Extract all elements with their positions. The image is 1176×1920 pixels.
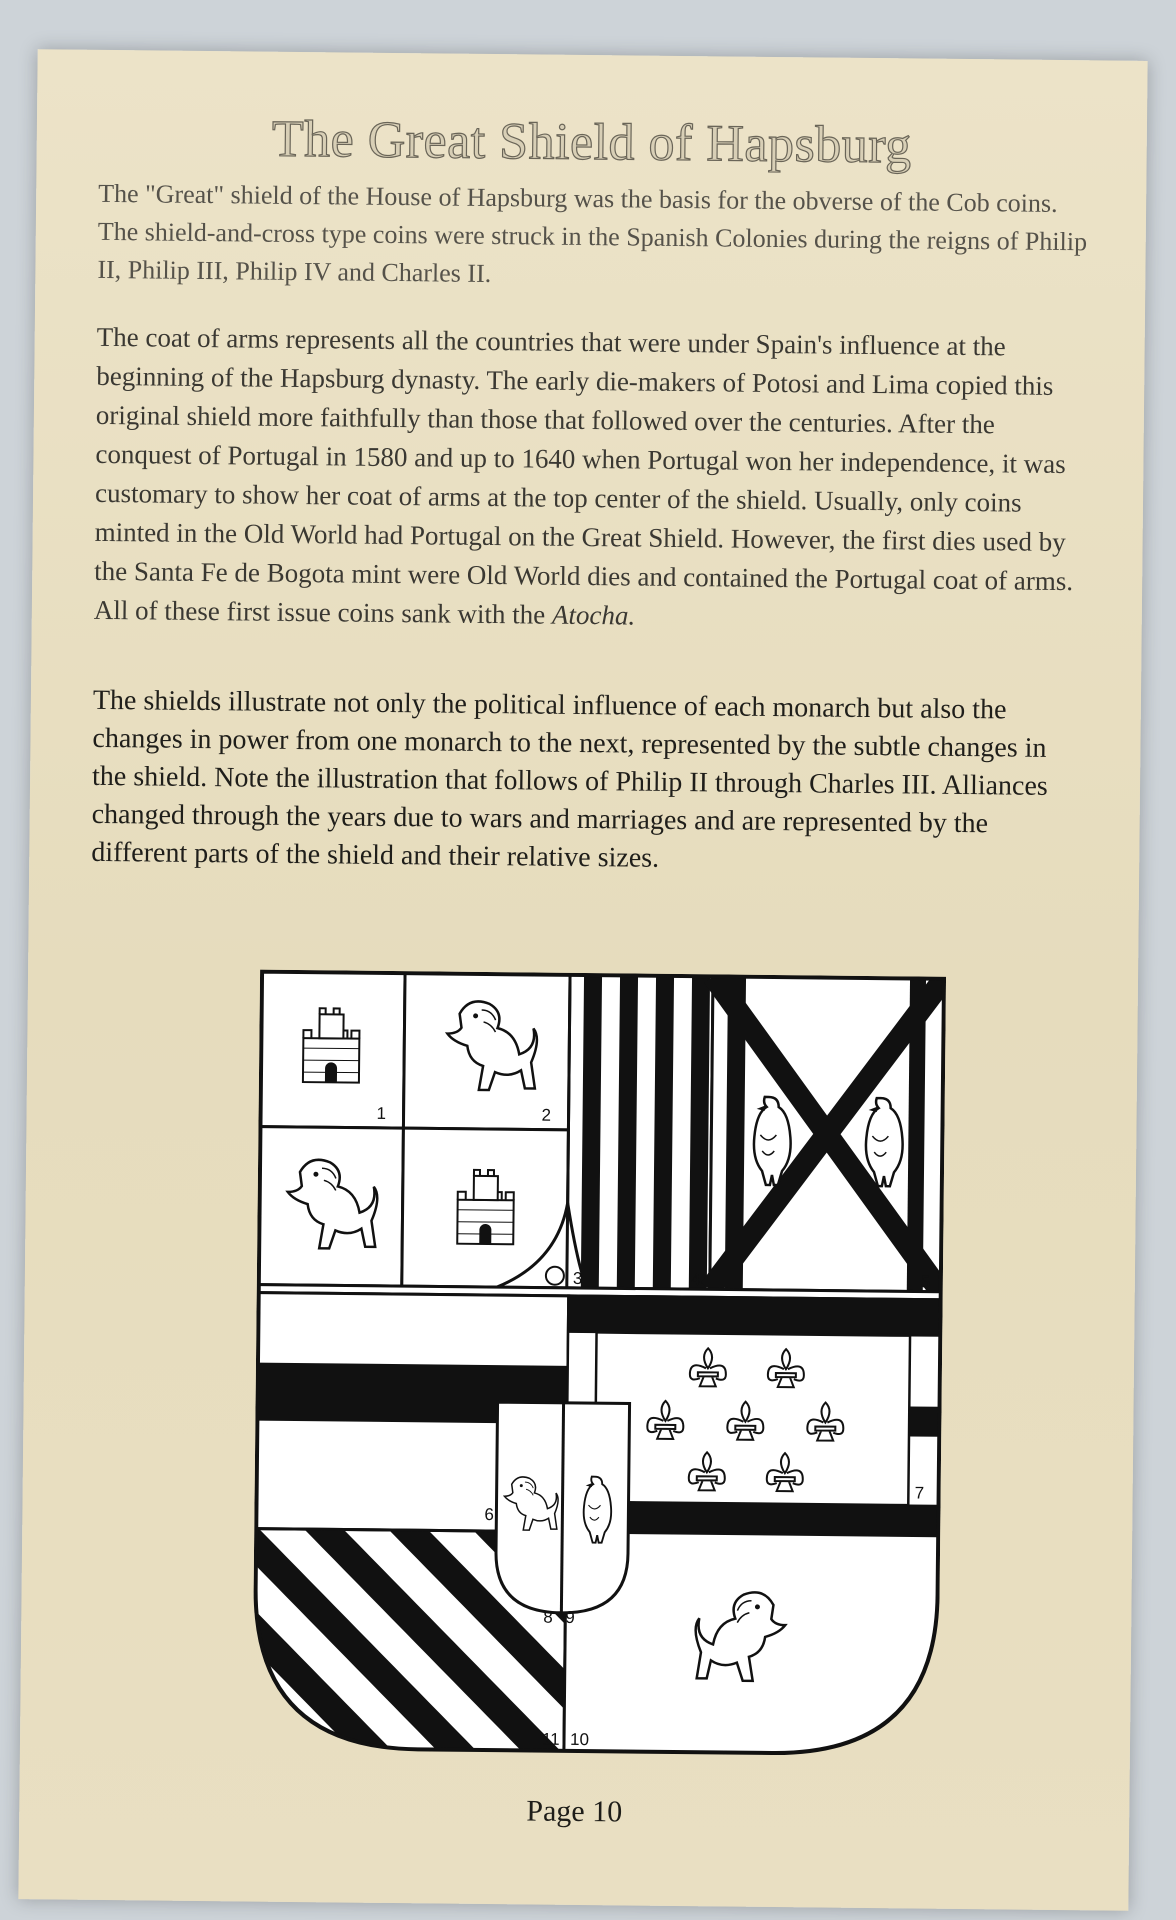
hapsburg-shield-illustration [252,970,946,1758]
shield-number-3: 3 [572,1268,583,1289]
paragraph-2-text: The coat of arms represents all the countries that were under Spain's influence at the beginning of the Hapsburg dynasty. The early die-makers of Potosi and Lima copied this original shield more faithfully than those that followed over the centuries. After the conquest of Portugal in 1580 and up to 1640 when Portugal won her independence, it was customary to show her coat of arms at the top center of the shield. Usually, only coins minted in the Old World had Portugal on the Great Shield. However, the first dies used by the Santa Fe de Bogota mint were Old World dies and contained the Portugal coat of arms. All of these first issue coins sank with the [93,321,1074,630]
paragraph-shields [91,682,1083,882]
ship-name: Atocha. [551,599,636,631]
pomegranate-icon [546,1267,564,1285]
shield-number-5: 5 [920,1272,931,1292]
shield-field [252,970,946,1758]
paragraph-coat-of-arms [94,318,1087,640]
shield-number-10: 10 [569,1729,590,1750]
shield-number-9: 9 [565,1607,575,1627]
shield-number-8: 8 [543,1607,553,1627]
shield-number-2: 2 [541,1105,552,1125]
book-page [18,49,1147,1911]
page-number: Page 10 [526,1794,623,1829]
sicily-pales-left [710,976,753,1289]
paragraph-3-text: The shields illustrate not only the political influence of each monarch but also the changes in power from one monarch to the next, represented by the subtle changes in the shield. Note the illustration that follows of Philip II through Charles III. Alliances changed through the years due to wars and marriages and are represented by the different parts of the shield and their relative sizes. [91,684,1048,874]
shield-svg [252,970,946,1758]
shield-number-6: 6 [484,1504,494,1525]
shield-number-4: 4 [690,1270,701,1290]
paragraph-intro [97,175,1088,299]
quarter-aragon-4 [567,975,713,1289]
shield-number-11: 11 [541,1729,560,1749]
shield-number-1: 1 [376,1103,387,1123]
shield-number-7: 7 [914,1483,925,1503]
page-title: The Great Shield of Hapsburg [271,110,912,175]
paragraph-1-text: The "Great" shield of the House of Hapsburg was the basis for the obverse of the Cob coins. The shield-and-cross type coins were struck in the Spanish Colonies during the reigns of Philip II, Philip III, Philip IV and Charles II. [97,178,1088,288]
